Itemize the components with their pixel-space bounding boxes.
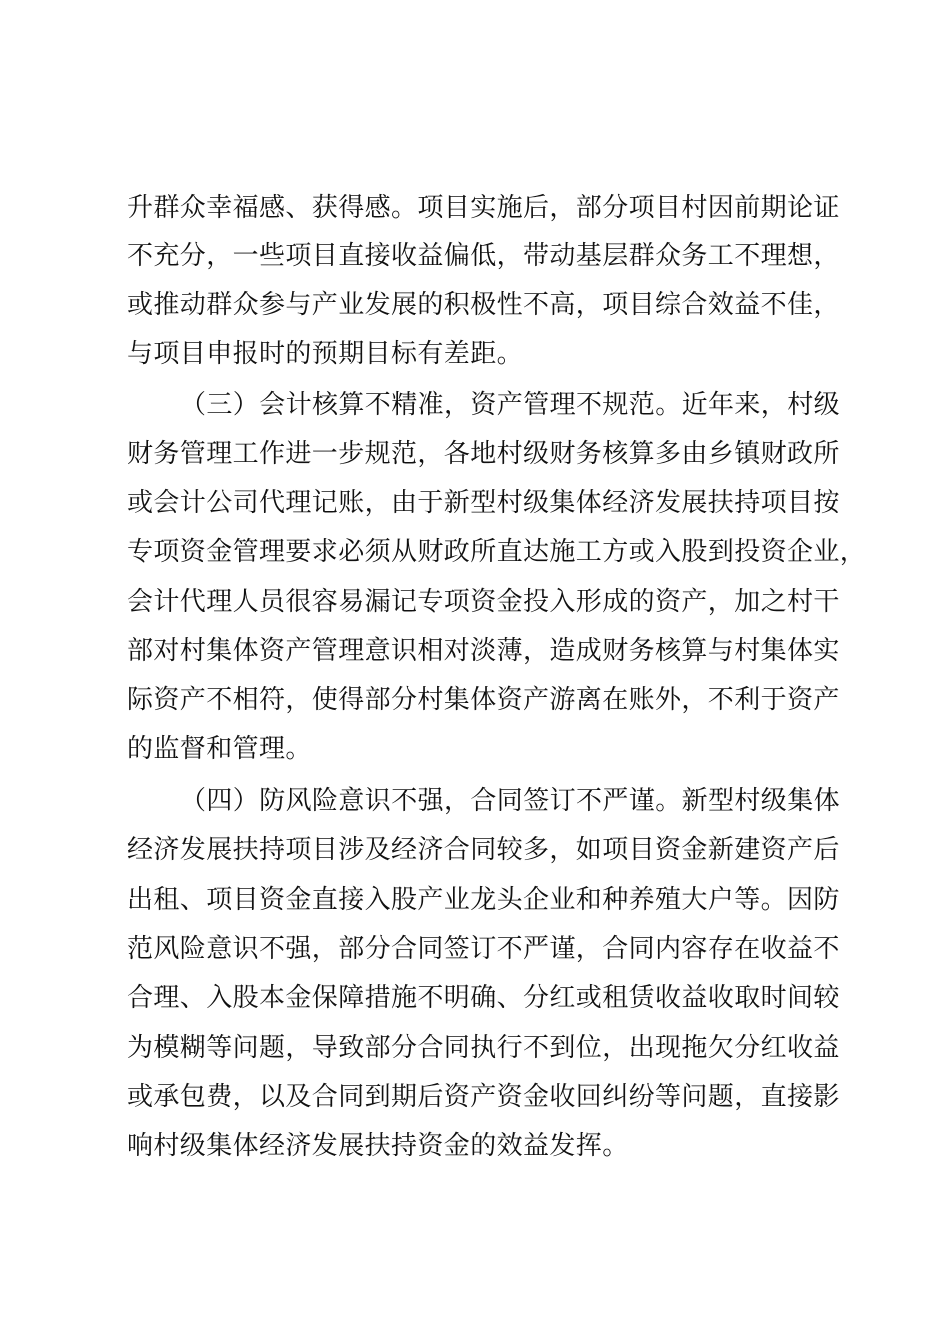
text-line: 与项目申报时的预期目标有差距。 <box>127 339 524 369</box>
text-line: 的监督和管理。 <box>127 734 312 764</box>
text-line: 会计代理人员很容易漏记专项资金投入形成的资产，加之村干 <box>127 587 840 617</box>
text-line: 或会计公司代理记账，由于新型村级集体经济发展扶持项目按 <box>127 488 840 518</box>
text-line: 专项资金管理要求必须从财政所直达施工方或入股到投资企业， <box>127 537 867 567</box>
text-line: 或推动群众参与产业发展的积极性不高，项目综合效益不佳， <box>127 290 840 320</box>
text-line: 经济发展扶持项目涉及经济合同较多，如项目资金新建资产后 <box>127 835 840 865</box>
text-line: 不充分，一些项目直接收益偏低，带动基层群众务工不理想， <box>127 241 840 271</box>
text-line: 升群众幸福感、获得感。项目实施后，部分项目村因前期论证 <box>127 193 840 223</box>
section-heading-line: （三）会计核算不精准，资产管理不规范。近年来，村级 <box>180 390 841 420</box>
text-line: 际资产不相符，使得部分村集体资产游离在账外，不利于资产 <box>127 685 840 715</box>
text-line: 为模糊等问题，导致部分合同执行不到位，出现拖欠分红收益 <box>127 1033 840 1063</box>
section-heading-line: （四）防风险意识不强，合同签订不严谨。新型村级集体 <box>180 786 841 816</box>
text-line: 范风险意识不强，部分合同签订不严谨，合同内容存在收益不 <box>127 934 840 964</box>
text-line: 响村级集体经济发展扶持资金的效益发挥。 <box>127 1131 629 1161</box>
text-line: 财务管理工作进一步规范，各地村级财务核算多由乡镇财政所 <box>127 439 840 469</box>
text-line: 部对村集体资产管理意识相对淡薄，造成财务核算与村集体实 <box>127 636 840 666</box>
text-line: 出租、项目资金直接入股产业龙头企业和种养殖大户等。因防 <box>127 885 840 915</box>
text-line: 合理、入股本金保障措施不明确、分红或租赁收益收取时间较 <box>127 983 840 1013</box>
text-line: 或承包费，以及合同到期后资产资金收回纠纷等问题，直接影 <box>127 1082 840 1112</box>
